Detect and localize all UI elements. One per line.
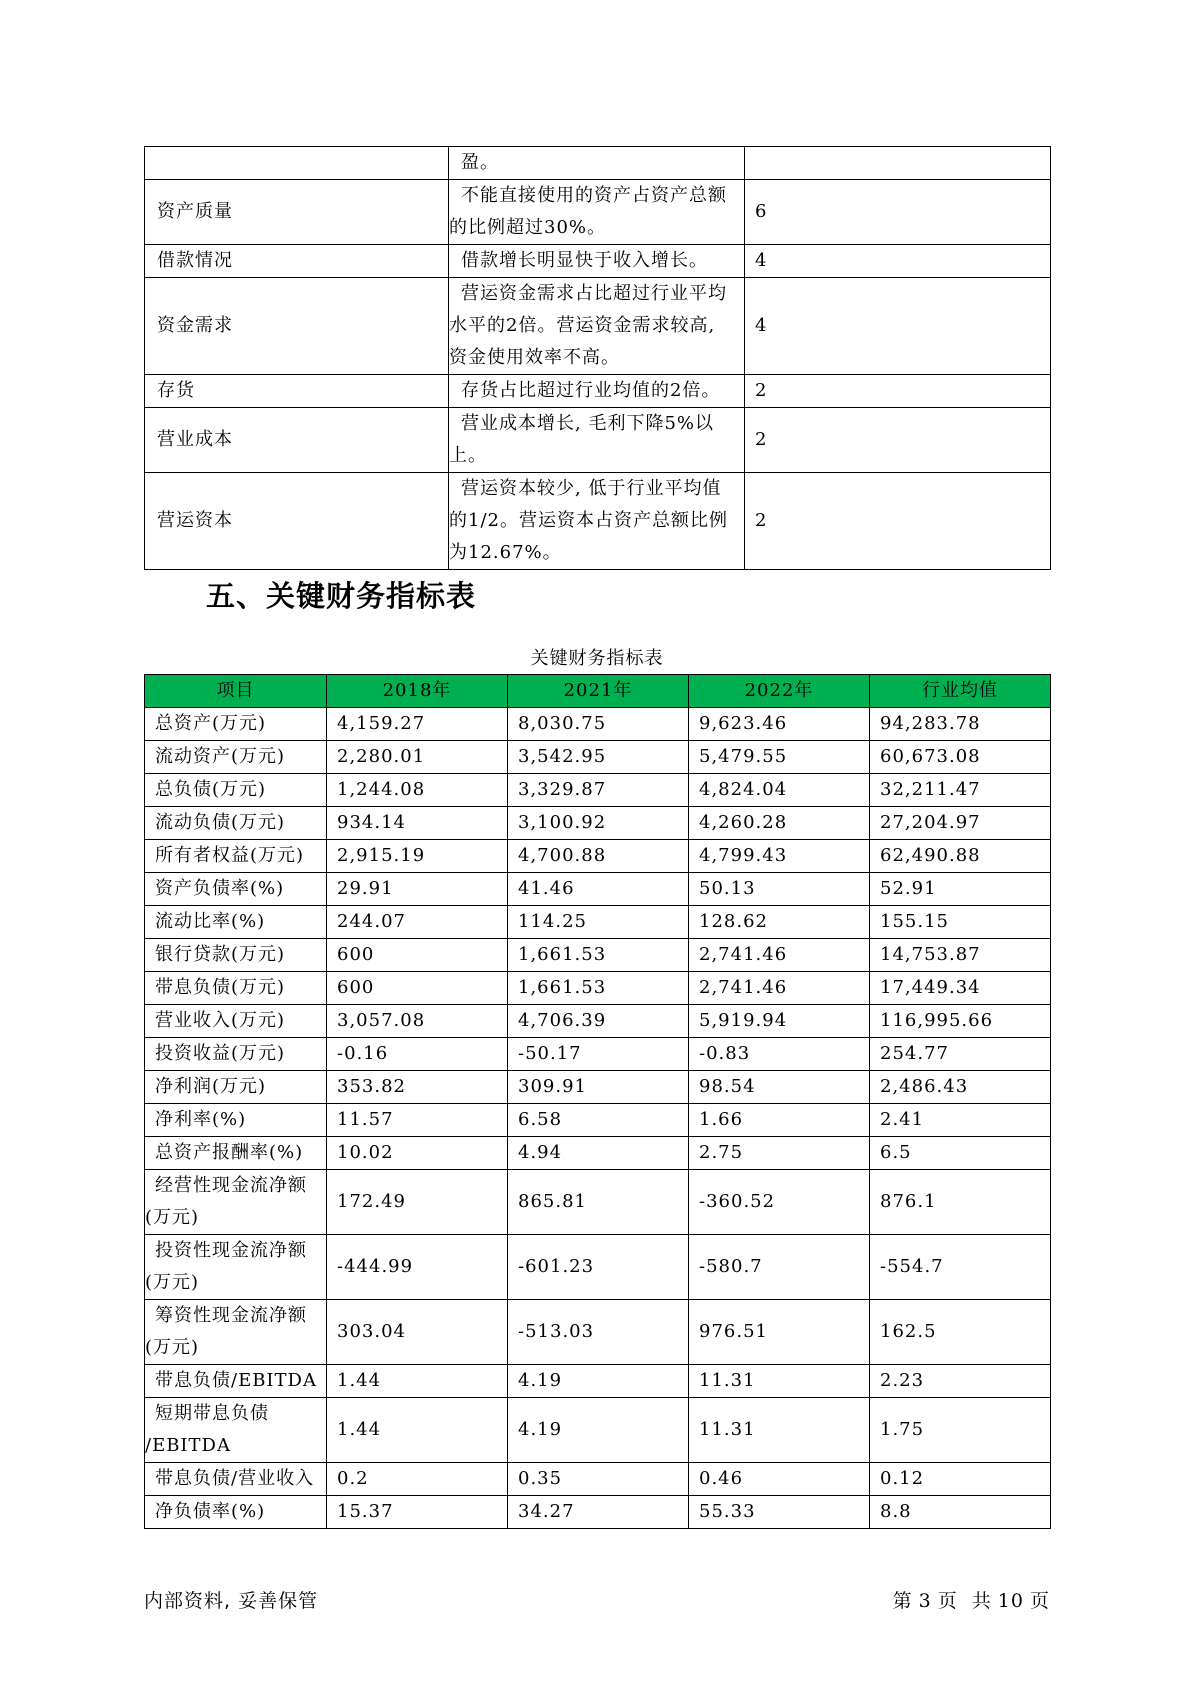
risk-description-text: 的1/2。营运资本占资产总额比例 bbox=[449, 510, 728, 531]
table-row bbox=[145, 473, 1051, 570]
header-cell: 2022年 bbox=[689, 675, 870, 708]
indicator-label-line: 短期带息负债 bbox=[155, 1403, 269, 1424]
table-row bbox=[145, 1365, 1051, 1398]
risk-item-cell: 营业成本 bbox=[145, 408, 449, 473]
indicator-value-cell: 4,700.88 bbox=[508, 840, 689, 873]
indicator-value-cell: 976.51 bbox=[689, 1300, 870, 1365]
indicator-value-cell: 27,204.97 bbox=[870, 807, 1051, 840]
indicator-value-cell: 600 bbox=[327, 939, 508, 972]
indicator-value-cell: 5,479.55 bbox=[689, 741, 870, 774]
risk-item-cell: 资金需求 bbox=[145, 278, 449, 375]
indicator-value-cell: 600 bbox=[327, 972, 508, 1005]
indicator-value-cell: 0.35 bbox=[508, 1463, 689, 1496]
risk-score-cell: 2 bbox=[745, 408, 1051, 473]
indicator-value-cell: -444.99 bbox=[327, 1235, 508, 1300]
indicator-label-cell bbox=[145, 1170, 327, 1235]
risk-description-line bbox=[449, 505, 744, 537]
risk-description-cell bbox=[449, 278, 745, 375]
indicator-label-line: 营业收入(万元) bbox=[155, 1010, 286, 1031]
risk-description-line bbox=[449, 212, 744, 244]
indicator-value-cell: 114.25 bbox=[508, 906, 689, 939]
indicator-label-line: 资产负债率(%) bbox=[155, 878, 285, 899]
risk-description-text: 不能直接使用的资产占资产总额 bbox=[461, 185, 727, 206]
indicator-value-cell: -0.83 bbox=[689, 1038, 870, 1071]
indicator-value-cell: 244.07 bbox=[327, 906, 508, 939]
indicator-label-line: 总负债(万元) bbox=[155, 779, 267, 800]
risk-description-text: 的比例超过30%。 bbox=[449, 217, 607, 238]
indicator-value-cell: 11.31 bbox=[689, 1398, 870, 1463]
indicator-value-cell: 4.19 bbox=[508, 1398, 689, 1463]
risk-score-cell: 4 bbox=[745, 245, 1051, 278]
indicator-value-cell: 4,799.43 bbox=[689, 840, 870, 873]
indicator-label-line: 带息负债(万元) bbox=[155, 977, 286, 998]
indicator-value-cell: -554.7 bbox=[870, 1235, 1051, 1300]
risk-description-cell bbox=[449, 180, 745, 245]
table-row bbox=[145, 1038, 1051, 1071]
risk-score-cell: 2 bbox=[745, 473, 1051, 570]
indicator-value-cell: 9,623.46 bbox=[689, 708, 870, 741]
indicator-value-cell: 865.81 bbox=[508, 1170, 689, 1235]
indicator-value-cell: 155.15 bbox=[870, 906, 1051, 939]
indicator-value-cell: 303.04 bbox=[327, 1300, 508, 1365]
risk-description-line bbox=[449, 278, 744, 310]
indicator-label-line: 银行贷款(万元) bbox=[155, 944, 286, 965]
table-row bbox=[145, 147, 1051, 180]
risk-item-cell: 存货 bbox=[145, 375, 449, 408]
indicator-value-cell: 94,283.78 bbox=[870, 708, 1051, 741]
page-number: 3 bbox=[918, 1590, 932, 1612]
risk-item-cell bbox=[145, 147, 449, 180]
indicator-value-cell: 934.14 bbox=[327, 807, 508, 840]
indicator-value-cell: 29.91 bbox=[327, 873, 508, 906]
indicator-value-cell: 14,753.87 bbox=[870, 939, 1051, 972]
risk-score-cell: 6 bbox=[745, 180, 1051, 245]
indicator-value-cell: 8.8 bbox=[870, 1496, 1051, 1529]
indicator-value-cell: 4,159.27 bbox=[327, 708, 508, 741]
indicator-value-cell: 0.2 bbox=[327, 1463, 508, 1496]
indicator-value-cell: 4,706.39 bbox=[508, 1005, 689, 1038]
indicator-label-line: 净利润(万元) bbox=[155, 1076, 267, 1097]
indicator-label-cell bbox=[145, 1235, 327, 1300]
indicator-label-line: 总资产报酬率(%) bbox=[155, 1142, 304, 1163]
indicator-value-cell: 15.37 bbox=[327, 1496, 508, 1529]
risk-description-line bbox=[449, 408, 744, 472]
table-row bbox=[145, 972, 1051, 1005]
indicator-label-line: 带息负债/EBITDA bbox=[155, 1370, 317, 1391]
risk-description-cell bbox=[449, 408, 745, 473]
indicator-label-cell bbox=[145, 1104, 327, 1137]
table-row bbox=[145, 807, 1051, 840]
table-row bbox=[145, 1137, 1051, 1170]
indicator-label-line: 经营性现金流净额 bbox=[155, 1175, 307, 1196]
indicator-label-cell bbox=[145, 774, 327, 807]
indicator-label-cell bbox=[145, 807, 327, 840]
indicator-value-cell: 41.46 bbox=[508, 873, 689, 906]
indicator-value-cell: 1.44 bbox=[327, 1398, 508, 1463]
indicator-value-cell: -0.16 bbox=[327, 1038, 508, 1071]
risk-assessment-table bbox=[144, 146, 1051, 570]
risk-score-cell bbox=[745, 147, 1051, 180]
header-cell: 项目 bbox=[145, 675, 327, 708]
table-row bbox=[145, 375, 1051, 408]
indicator-value-cell: -360.52 bbox=[689, 1170, 870, 1235]
risk-description-line bbox=[449, 147, 744, 179]
indicator-value-cell: 62,490.88 bbox=[870, 840, 1051, 873]
indicator-label-cell bbox=[145, 1137, 327, 1170]
indicator-value-cell: 116,995.66 bbox=[870, 1005, 1051, 1038]
indicator-value-cell: 3,100.92 bbox=[508, 807, 689, 840]
indicator-value-cell: 1.66 bbox=[689, 1104, 870, 1137]
indicator-label-line: 投资收益(万元) bbox=[155, 1043, 286, 1064]
indicator-value-cell: 2.75 bbox=[689, 1137, 870, 1170]
indicator-label-line: 流动比率(%) bbox=[155, 911, 266, 932]
indicator-value-cell: 10.02 bbox=[327, 1137, 508, 1170]
indicator-value-cell: 5,919.94 bbox=[689, 1005, 870, 1038]
indicator-value-cell: 6.5 bbox=[870, 1137, 1051, 1170]
indicator-label-cell bbox=[145, 840, 327, 873]
risk-description-line bbox=[449, 342, 744, 374]
table-row bbox=[145, 1005, 1051, 1038]
indicator-value-cell: 17,449.34 bbox=[870, 972, 1051, 1005]
indicator-value-cell: 60,673.08 bbox=[870, 741, 1051, 774]
risk-description-cell bbox=[449, 147, 745, 180]
indicator-label-line: 带息负债/营业收入 bbox=[155, 1468, 315, 1489]
risk-description-text: 资金使用效率不高。 bbox=[449, 347, 620, 368]
indicator-label-cell bbox=[145, 906, 327, 939]
indicator-value-cell: 1,661.53 bbox=[508, 972, 689, 1005]
risk-description-line bbox=[449, 245, 744, 277]
header-cell: 2021年 bbox=[508, 675, 689, 708]
table-row bbox=[145, 741, 1051, 774]
indicator-value-cell: 8,030.75 bbox=[508, 708, 689, 741]
indicator-label-cell bbox=[145, 1463, 327, 1496]
indicator-label-line: (万元) bbox=[145, 1272, 200, 1293]
indicator-value-cell: 52.91 bbox=[870, 873, 1051, 906]
indicator-label-cell bbox=[145, 1398, 327, 1463]
risk-description-text: 存货占比超过行业均值的2倍。 bbox=[461, 380, 721, 401]
table-row bbox=[145, 1104, 1051, 1137]
indicator-value-cell: 6.58 bbox=[508, 1104, 689, 1137]
table-caption: 关键财务指标表 bbox=[530, 648, 664, 669]
indicator-value-cell: 98.54 bbox=[689, 1071, 870, 1104]
header-cell: 行业均值 bbox=[870, 675, 1051, 708]
indicator-value-cell: 2.23 bbox=[870, 1365, 1051, 1398]
table-row bbox=[145, 1496, 1051, 1529]
indicator-label-line: 投资性现金流净额 bbox=[155, 1240, 307, 1261]
indicator-value-cell: 309.91 bbox=[508, 1071, 689, 1104]
indicator-label-line: /EBITDA bbox=[145, 1435, 231, 1456]
indicator-value-cell: 4.19 bbox=[508, 1365, 689, 1398]
indicator-label-cell bbox=[145, 1038, 327, 1071]
indicator-value-cell: 50.13 bbox=[689, 873, 870, 906]
indicator-value-cell: 128.62 bbox=[689, 906, 870, 939]
indicator-value-cell: 254.77 bbox=[870, 1038, 1051, 1071]
indicator-value-cell: 1,661.53 bbox=[508, 939, 689, 972]
indicator-value-cell: 3,329.87 bbox=[508, 774, 689, 807]
indicator-label-cell bbox=[145, 1496, 327, 1529]
risk-description-text: 盈。 bbox=[461, 152, 499, 173]
total-prefix: 共 bbox=[971, 1590, 992, 1612]
indicator-value-cell: 353.82 bbox=[327, 1071, 508, 1104]
indicator-value-cell: -50.17 bbox=[508, 1038, 689, 1071]
table-row bbox=[145, 873, 1051, 906]
risk-description-text: 营业成本增长, 毛利下降5%以上。 bbox=[449, 413, 714, 466]
risk-description-text: 营运资本较少, 低于行业平均值 bbox=[461, 478, 722, 499]
table-row bbox=[145, 1300, 1051, 1365]
indicator-value-cell: 2,915.19 bbox=[327, 840, 508, 873]
indicator-value-cell: 11.31 bbox=[689, 1365, 870, 1398]
table-row bbox=[145, 939, 1051, 972]
page-unit: 页 bbox=[937, 1590, 958, 1612]
indicator-label-cell bbox=[145, 1300, 327, 1365]
indicator-value-cell: 0.46 bbox=[689, 1463, 870, 1496]
indicator-label-line: 流动资产(万元) bbox=[155, 746, 286, 767]
risk-description-text: 借款增长明显快于收入增长。 bbox=[461, 250, 708, 271]
indicator-label-line: 净负债率(%) bbox=[155, 1501, 266, 1522]
indicator-label-line: (万元) bbox=[145, 1207, 200, 1228]
risk-description-line bbox=[449, 310, 744, 342]
indicator-label-cell bbox=[145, 1005, 327, 1038]
table-row bbox=[145, 1170, 1051, 1235]
indicator-label-cell bbox=[145, 1365, 327, 1398]
table-row bbox=[145, 1071, 1051, 1104]
indicator-label-cell bbox=[145, 939, 327, 972]
indicator-value-cell: 0.12 bbox=[870, 1463, 1051, 1496]
indicator-value-cell: 876.1 bbox=[870, 1170, 1051, 1235]
indicator-value-cell: 1.75 bbox=[870, 1398, 1051, 1463]
indicator-value-cell: 2.41 bbox=[870, 1104, 1051, 1137]
risk-description-line bbox=[449, 537, 744, 569]
table-header-row bbox=[145, 675, 1051, 708]
risk-description-cell bbox=[449, 245, 745, 278]
table-row bbox=[145, 708, 1051, 741]
risk-description-text: 营运资金需求占比超过行业平均 bbox=[461, 283, 727, 304]
indicator-value-cell: -601.23 bbox=[508, 1235, 689, 1300]
footer-confidential-note: 内部资料, 妥善保管 bbox=[144, 1590, 319, 1612]
risk-score-cell: 2 bbox=[745, 375, 1051, 408]
table-row bbox=[145, 278, 1051, 375]
risk-description-line bbox=[449, 473, 744, 505]
risk-description-cell bbox=[449, 375, 745, 408]
indicator-value-cell: -513.03 bbox=[508, 1300, 689, 1365]
risk-description-text: 水平的2倍。营运资金需求较高, bbox=[449, 315, 716, 336]
table-row bbox=[145, 1398, 1051, 1463]
indicator-value-cell: 2,280.01 bbox=[327, 741, 508, 774]
risk-description-line bbox=[449, 375, 744, 407]
indicator-label-line: 流动负债(万元) bbox=[155, 812, 286, 833]
indicator-label-cell bbox=[145, 741, 327, 774]
risk-description-text: 为12.67%。 bbox=[449, 542, 562, 563]
table-row bbox=[145, 1235, 1051, 1300]
indicator-label-cell bbox=[145, 708, 327, 741]
indicator-value-cell: 2,741.46 bbox=[689, 939, 870, 972]
indicator-value-cell: 1,244.08 bbox=[327, 774, 508, 807]
risk-item-cell: 资产质量 bbox=[145, 180, 449, 245]
indicator-label-line: 净利率(%) bbox=[155, 1109, 247, 1130]
table-row bbox=[145, 408, 1051, 473]
total-pages: 10 bbox=[997, 1590, 1024, 1612]
indicator-value-cell: 4,824.04 bbox=[689, 774, 870, 807]
table-row bbox=[145, 245, 1051, 278]
financial-indicators-table bbox=[144, 674, 1051, 1529]
total-unit: 页 bbox=[1029, 1590, 1050, 1612]
indicator-label-line: 总资产(万元) bbox=[155, 713, 267, 734]
indicator-value-cell: 34.27 bbox=[508, 1496, 689, 1529]
table-row bbox=[145, 840, 1051, 873]
header-cell: 2018年 bbox=[327, 675, 508, 708]
risk-score-cell: 4 bbox=[745, 278, 1051, 375]
indicator-label-line: 所有者权益(万元) bbox=[155, 845, 305, 866]
table-row bbox=[145, 1463, 1051, 1496]
page-prefix: 第 bbox=[892, 1590, 913, 1612]
indicator-value-cell: 4,260.28 bbox=[689, 807, 870, 840]
footer-page-number bbox=[887, 1586, 1050, 1613]
indicator-label-cell bbox=[145, 1071, 327, 1104]
indicator-value-cell: 32,211.47 bbox=[870, 774, 1051, 807]
indicator-value-cell: 2,486.43 bbox=[870, 1071, 1051, 1104]
indicator-value-cell: 11.57 bbox=[327, 1104, 508, 1137]
indicator-value-cell: 4.94 bbox=[508, 1137, 689, 1170]
indicator-value-cell: 172.49 bbox=[327, 1170, 508, 1235]
risk-item-cell: 借款情况 bbox=[145, 245, 449, 278]
indicator-label-cell bbox=[145, 873, 327, 906]
section-heading: 五、关键财务指标表 bbox=[206, 579, 477, 613]
indicator-value-cell: 2,741.46 bbox=[689, 972, 870, 1005]
indicator-value-cell: 1.44 bbox=[327, 1365, 508, 1398]
risk-description-line bbox=[449, 180, 744, 212]
indicator-value-cell: -580.7 bbox=[689, 1235, 870, 1300]
indicator-value-cell: 3,057.08 bbox=[327, 1005, 508, 1038]
indicator-label-line: 筹资性现金流净额 bbox=[155, 1305, 307, 1326]
indicator-label-line: (万元) bbox=[145, 1337, 200, 1358]
indicator-value-cell: 3,542.95 bbox=[508, 741, 689, 774]
indicator-value-cell: 162.5 bbox=[870, 1300, 1051, 1365]
indicator-label-cell bbox=[145, 972, 327, 1005]
risk-description-cell bbox=[449, 473, 745, 570]
table-row bbox=[145, 774, 1051, 807]
table-row bbox=[145, 180, 1051, 245]
risk-item-cell: 营运资本 bbox=[145, 473, 449, 570]
indicator-value-cell: 55.33 bbox=[689, 1496, 870, 1529]
table-row bbox=[145, 906, 1051, 939]
